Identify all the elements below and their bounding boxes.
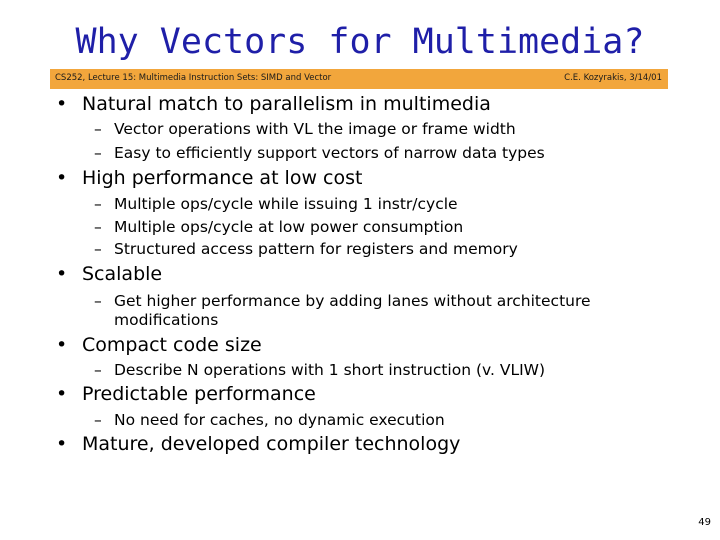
bullet-item [56,167,362,189]
author-date-label: C.E. Kozyrakis, 3/14/01 [564,73,662,83]
bullet-text: Compact code size [82,334,262,356]
sub-text: Easy to efficiently support vectors of narrow data types [114,144,545,162]
sub-item [94,292,591,310]
sub-text: Structured access pattern for registers and memory [114,240,518,258]
bullet-text: High performance at low cost [82,167,363,189]
bullet-item [56,433,460,455]
dash-marker: – [94,195,102,213]
sub-item [94,361,545,379]
bullet-marker: • [56,167,68,189]
bullet-text: Scalable [82,263,163,285]
bullet-marker: • [56,383,68,405]
dash-marker: – [94,292,102,310]
bullet-text: Predictable performance [82,383,316,405]
bullet-item [56,263,162,285]
dash-marker: – [94,411,102,429]
bullet-marker: • [56,263,68,285]
course-label: CS252, Lecture 15: Multimedia Instruction Sets: SIMD and Vector [55,73,332,83]
dash-marker: – [94,144,102,162]
dash-marker: – [94,240,102,258]
bullet-marker: • [56,433,68,455]
page-number: 49 [698,517,711,528]
sub-item [94,120,516,138]
bullet-marker: • [56,93,68,115]
sub-text: Vector operations with VL the image or frame width [114,120,516,138]
bullet-text: Natural match to parallelism in multimedia [82,93,491,115]
sub-text: Describe N operations with 1 short instruction (v. VLIW) [114,361,546,379]
sub-item [94,240,518,258]
dash-marker: – [94,361,102,379]
dash-marker: – [94,218,102,236]
sub-item [94,218,463,236]
bullet-text: Mature, developed compiler technology [82,433,461,455]
sub-item [94,411,445,429]
sub-item-continuation: modifications [114,311,219,329]
bullet-item [56,383,316,405]
sub-item [94,144,545,162]
slide-title: Why Vectors for Multimedia? [75,22,645,62]
dash-marker: – [94,120,102,138]
sub-text: Get higher performance by adding lanes without architecture [114,292,591,310]
bullet-item [56,93,491,115]
bullet-item [56,334,262,356]
sub-text: No need for caches, no dynamic execution [114,411,445,429]
sub-text: Multiple ops/cycle while issuing 1 instr/cycle [114,195,458,213]
bullet-marker: • [56,334,68,356]
sub-text: Multiple ops/cycle at low power consumption [114,218,464,236]
sub-item [94,195,458,213]
